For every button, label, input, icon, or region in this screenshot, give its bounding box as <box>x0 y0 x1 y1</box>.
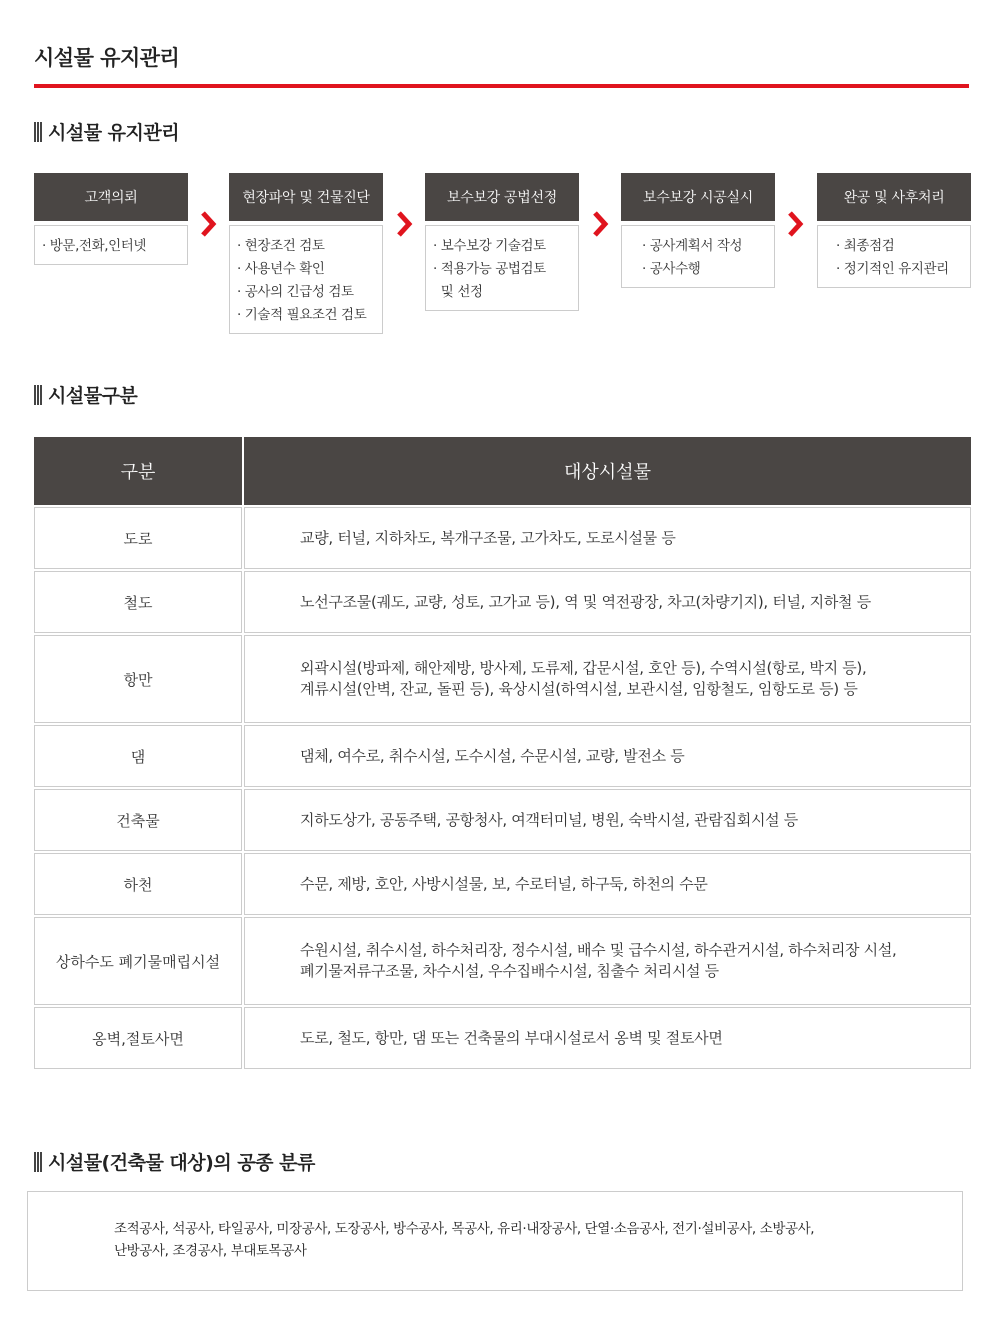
section-bar-icon <box>34 122 42 142</box>
page-title: 시설물 유지관리 <box>34 46 180 70</box>
step-item: 및 선정 <box>433 284 483 300</box>
process-step <box>229 173 383 334</box>
row-target-line: 폐기물저류구조물, 차수시설, 우수집배수시설, 침출수 처리시설 등 <box>300 962 719 980</box>
row-category: 건축물 <box>34 789 242 851</box>
column-header-target: 대상시설물 <box>244 437 971 505</box>
trades-heading <box>34 1148 315 1175</box>
table-row <box>34 917 971 1005</box>
step-item: · 방문,전화,인터넷 <box>42 238 147 254</box>
table-row <box>34 1007 971 1069</box>
title-divider <box>34 84 969 88</box>
process-heading <box>34 118 179 145</box>
step-title: 보수보강 시공실시 <box>621 173 775 221</box>
column-header-category: 구분 <box>34 437 242 505</box>
table-row <box>34 507 971 569</box>
step-item: · 기술적 필요조건 검토 <box>237 307 367 323</box>
table-header <box>34 437 971 505</box>
step-title: 현장파악 및 건물진단 <box>229 173 383 221</box>
step-item: · 현장조건 검토 <box>237 238 325 254</box>
step-body <box>229 225 383 334</box>
process-step <box>817 173 971 288</box>
row-targets <box>244 1007 971 1069</box>
row-targets <box>244 853 971 915</box>
row-category: 항만 <box>34 635 242 723</box>
row-target-line: 노선구조물(궤도, 교량, 성토, 고가교 등), 역 및 역전광장, 차고(차량기지), 터널, 지하철 등 <box>300 592 871 611</box>
trades-line: 조적공사, 석공사, 타일공사, 미장공사, 도장공사, 방수공사, 목공사, 유리·내장공사, 단열·소음공사, 전기·설비공사, 소방공사, <box>114 1221 815 1237</box>
row-category: 댐 <box>34 725 242 787</box>
table-row <box>34 635 971 723</box>
process-step <box>34 173 188 265</box>
process-step <box>621 173 775 288</box>
row-targets <box>244 917 971 1005</box>
step-title: 완공 및 사후처리 <box>817 173 971 221</box>
table-row <box>34 725 971 787</box>
row-target-line: 댐체, 여수로, 취수시설, 도수시설, 수문시설, 교량, 발전소 등 <box>300 746 685 765</box>
step-item: · 공사의 긴급성 검토 <box>237 284 354 300</box>
step-body <box>425 225 579 311</box>
arrow-right-icon <box>591 210 609 238</box>
facilities-heading-text: 시설물구분 <box>48 385 138 407</box>
row-target-line: 수원시설, 취수시설, 하수처리장, 정수시설, 배수 및 급수시설, 하수관거시설, 하수처리장 시설, <box>300 941 897 959</box>
row-target-line: 도로, 철도, 항만, 댐 또는 건축물의 부대시설로서 옹벽 및 절토사면 <box>300 1028 723 1047</box>
row-target-line: 지하도상가, 공동주택, 공항청사, 여객터미널, 병원, 숙박시설, 관람집회시설 등 <box>300 810 798 829</box>
step-item: · 최종점검 <box>836 238 895 254</box>
row-targets <box>244 571 971 633</box>
row-category: 도로 <box>34 507 242 569</box>
row-category: 옹벽,절토사면 <box>34 1007 242 1069</box>
section-bar-icon <box>34 385 42 405</box>
trades-heading-text: 시설물(건축물 대상)의 공종 분류 <box>48 1152 315 1174</box>
step-item: · 공사계획서 작성 <box>642 238 743 254</box>
row-targets <box>244 507 971 569</box>
arrow-right-icon <box>199 210 217 238</box>
step-item: · 정기적인 유지관리 <box>836 261 949 277</box>
row-category: 철도 <box>34 571 242 633</box>
trades-box <box>27 1191 963 1291</box>
process-heading-text: 시설물 유지관리 <box>48 122 180 144</box>
step-title: 고객의뢰 <box>34 173 188 221</box>
trades-line: 난방공사, 조경공사, 부대토목공사 <box>114 1243 307 1259</box>
row-target-line: 계류시설(안벽, 잔교, 돌핀 등), 육상시설(하역시설, 보관시설, 임항철도, 임항도로 등) 등 <box>300 680 858 698</box>
row-target-line: 수문, 제방, 호안, 사방시설물, 보, 수로터널, 하구둑, 하천의 수문 <box>300 874 708 893</box>
step-item: · 보수보강 기술검토 <box>433 238 546 254</box>
row-targets <box>244 725 971 787</box>
row-target-line: 외곽시설(방파제, 해안제방, 방사제, 도류제, 갑문시설, 호안 등), 수역시설(항로, 박지 등), <box>300 659 867 677</box>
row-category: 상하수도 폐기물매립시설 <box>34 917 242 1005</box>
section-bar-icon <box>34 1152 42 1172</box>
step-item: · 사용년수 확인 <box>237 261 325 277</box>
step-body <box>817 225 971 288</box>
row-targets <box>244 789 971 851</box>
step-body <box>621 225 775 288</box>
row-target-line: 교량, 터널, 지하차도, 복개구조물, 고가차도, 도로시설물 등 <box>300 528 676 547</box>
facilities-heading <box>34 381 137 408</box>
table-row <box>34 789 971 851</box>
row-targets <box>244 635 971 723</box>
table-row <box>34 853 971 915</box>
step-item: · 공사수행 <box>642 261 701 277</box>
step-body <box>34 225 188 265</box>
arrow-right-icon <box>786 210 804 238</box>
step-title: 보수보강 공법선정 <box>425 173 579 221</box>
step-item: · 적용가능 공법검토 <box>433 261 546 277</box>
table-row <box>34 571 971 633</box>
arrow-right-icon <box>395 210 413 238</box>
row-category: 하천 <box>34 853 242 915</box>
process-step <box>425 173 579 311</box>
